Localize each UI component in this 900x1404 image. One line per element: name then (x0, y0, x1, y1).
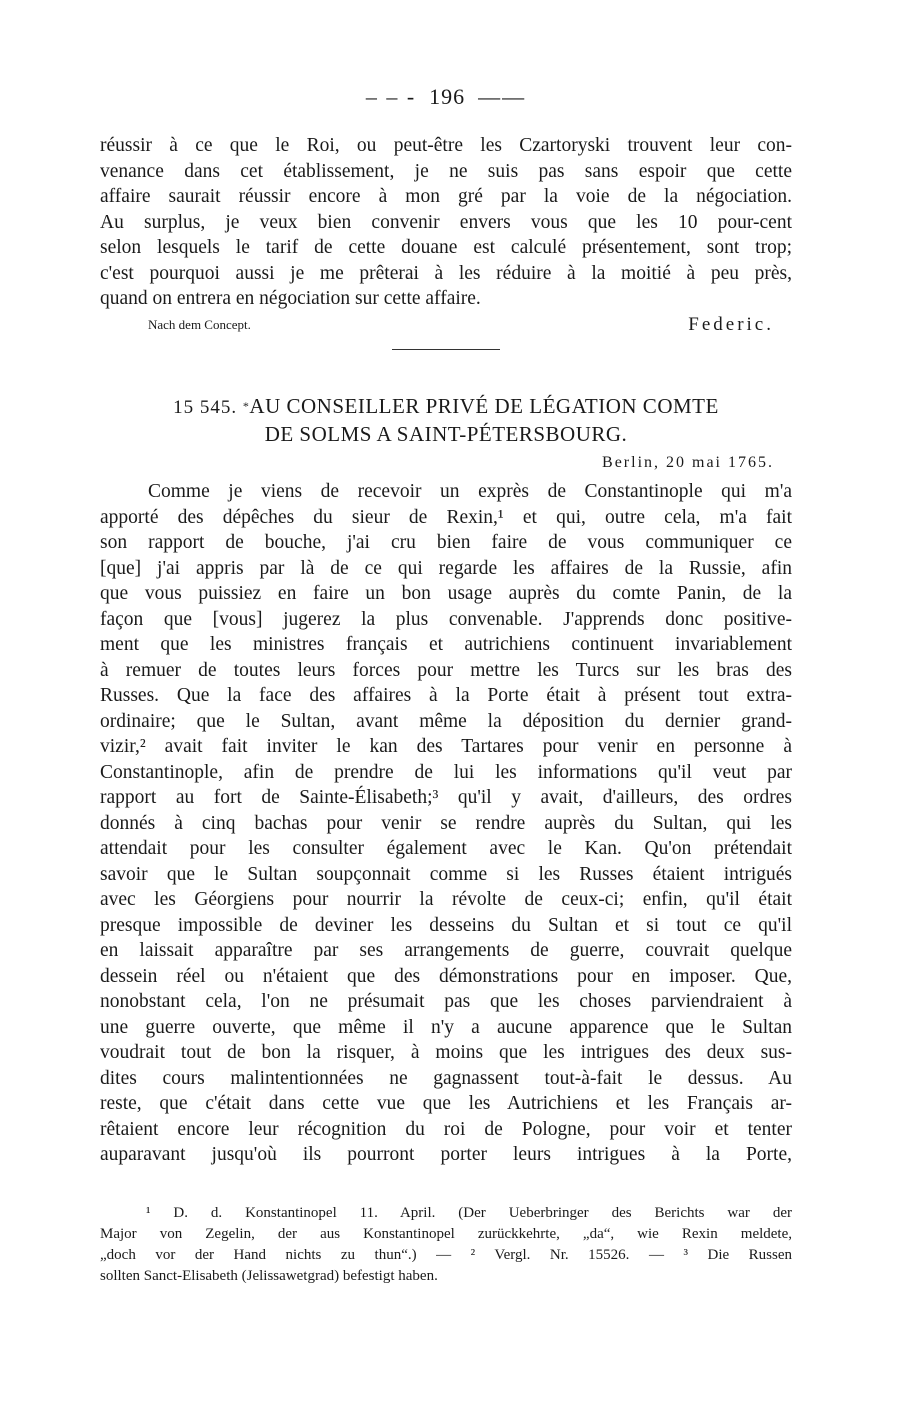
footnotes (100, 1203, 792, 1287)
footnote-line: „doch vor der Hand nichts zu thun“.) — ² Vergl. Nr. 15526. — ³ Die Russen (100, 1247, 792, 1263)
letter-body (100, 479, 792, 1168)
letter-marker: * (242, 399, 250, 413)
footnote-line: ¹ D. d. Konstantinopel 11. April. (Der Ueberbringer des Berichts war der (146, 1205, 792, 1221)
text-line: c'est pourquoi aussi je me prêterai à les réduire à la moitié à peu près, (100, 262, 792, 284)
footnote-line: sollten Sanct-Elisabeth (Jelissawetgrad) befestigt haben. (100, 1268, 438, 1284)
text-line: [que] j'ai appris par là de ce qui regarde les affaires de la Russie, afin (100, 557, 792, 579)
document-page (100, 0, 792, 1404)
text-line: quand on entrera en négociation sur cette affaire. (100, 288, 481, 309)
text-line: façon que [vous] jugerez la plus convenable. J'apprends donc positive- (100, 608, 792, 630)
text-line: voudrait tout de bon la risquer, à moins que les intrigues des deux sus- (100, 1042, 792, 1063)
top-paragraph (100, 133, 792, 312)
place-date: Berlin, 20 mai 1765. (602, 454, 774, 471)
page-number: – – - 196 —— (365, 84, 527, 109)
text-line: Constantinople, afin de prendre de lui les informations qu'il veut par (100, 761, 792, 783)
text-line: vizir,² avait fait inviter le kan des Tartares pour venir en personne à (100, 736, 792, 757)
text-line: attendait pour les consulter également avec le Kan. Qu'on prétendait (100, 838, 792, 859)
text-line: selon lesquels le tarif de cette douane est calculé présentement, sont trop; (100, 237, 792, 258)
section-divider (392, 349, 500, 350)
text-line: réussir à ce que le Roi, ou peut-être les Czartoryski trouvent leur con- (100, 135, 792, 156)
text-line: dessein réel ou n'étaient que des démonstrations pour en imposer. Que, (100, 965, 792, 987)
text-line: nonobstant cela, l'on ne présumait pas que les choses parviendraient à (100, 991, 792, 1012)
text-line: dites cours malintentionnées ne gagnassent tout-à-fait le dessus. Au (100, 1067, 792, 1089)
letter-title-line2: DE SOLMS A SAINT-PÉTERSBOURG. (264, 422, 628, 446)
text-line: en laissait apparaître par ses arrangements de guerre, couvrait quelque (100, 940, 792, 961)
text-line: venance dans cet établissement, je ne suis pas sans espoir que cette (100, 160, 792, 182)
text-line: Comme je viens de recevoir un exprès de Constantinople qui m'a (148, 481, 792, 502)
text-line: son rapport de bouche, j'ai cru bien faire de vous communiquer ce (100, 532, 792, 553)
text-line: une guerre ouverte, que même il n'y a aucune apparence que le Sultan (100, 1016, 792, 1038)
source-note: Nach dem Concept. (148, 317, 251, 332)
letter-number: 15 545. (173, 397, 238, 418)
text-line: presque impossible de deviner les desseins du Sultan et si tout ce qu'il (100, 914, 792, 936)
letter-title-line1: AU CONSEILLER PRIVÉ DE LÉGATION COMTE (249, 394, 719, 418)
text-line: auparavant jusqu'où ils pourront porter leurs intrigues à la Porte, (100, 1144, 792, 1165)
text-line: affaire saurait réussir encore à mon gré par la voie de la négociation. (100, 186, 792, 207)
text-line: rêtaient encore leur récognition du roi de Pologne, pour voir et tenter (100, 1118, 792, 1140)
text-line: que vous puissiez en faire un bon usage auprès du comte Panin, de la (100, 583, 792, 604)
text-line: rapport au fort de Sainte-Élisabeth;³ qu'il y avait, d'ailleurs, des ordres (100, 787, 792, 808)
heading-line-1 (100, 393, 792, 421)
text-line: Russes. Que la face des affaires à la Porte était à présent tout extra- (100, 685, 792, 706)
footnote-line: Major von Zegelin, der aus Konstantinopel zurückkehrte, „da“, wie Rexin meldete, (100, 1226, 792, 1242)
text-line: avec les Géorgiens pour nourrir la révolte de ceux-ci; enfin, qu'il était (100, 889, 792, 910)
text-line: apporté des dépêches du sieur de Rexin,¹ et qui, outre cela, m'a fait (100, 506, 792, 528)
text-line: donnés à cinq bachas pour venir se rendre auprès du Sultan, qui les (100, 812, 792, 834)
text-line: savoir que le Sultan soupçonnait comme si les Russes étaient intrigués (100, 863, 792, 885)
text-line: reste, que c'était dans cette vue que les Autrichiens et les Français ar- (100, 1093, 792, 1114)
page-number-value: 196 (429, 84, 466, 109)
letter-heading (100, 393, 792, 447)
text-line: ordinaire; que le Sultan, avant même la déposition du dernier grand- (100, 710, 792, 732)
source-signature-line (100, 314, 792, 338)
text-line: à remuer de toutes leurs forces pour mettre les Turcs sur les bras des (100, 659, 792, 681)
signature: Federic. (688, 314, 774, 335)
text-line: ment que les ministres français et autrichiens continuent invariablement (100, 634, 792, 655)
text-line: Au surplus, je veux bien convenir envers vous que les 10 pour-cent (100, 211, 792, 233)
